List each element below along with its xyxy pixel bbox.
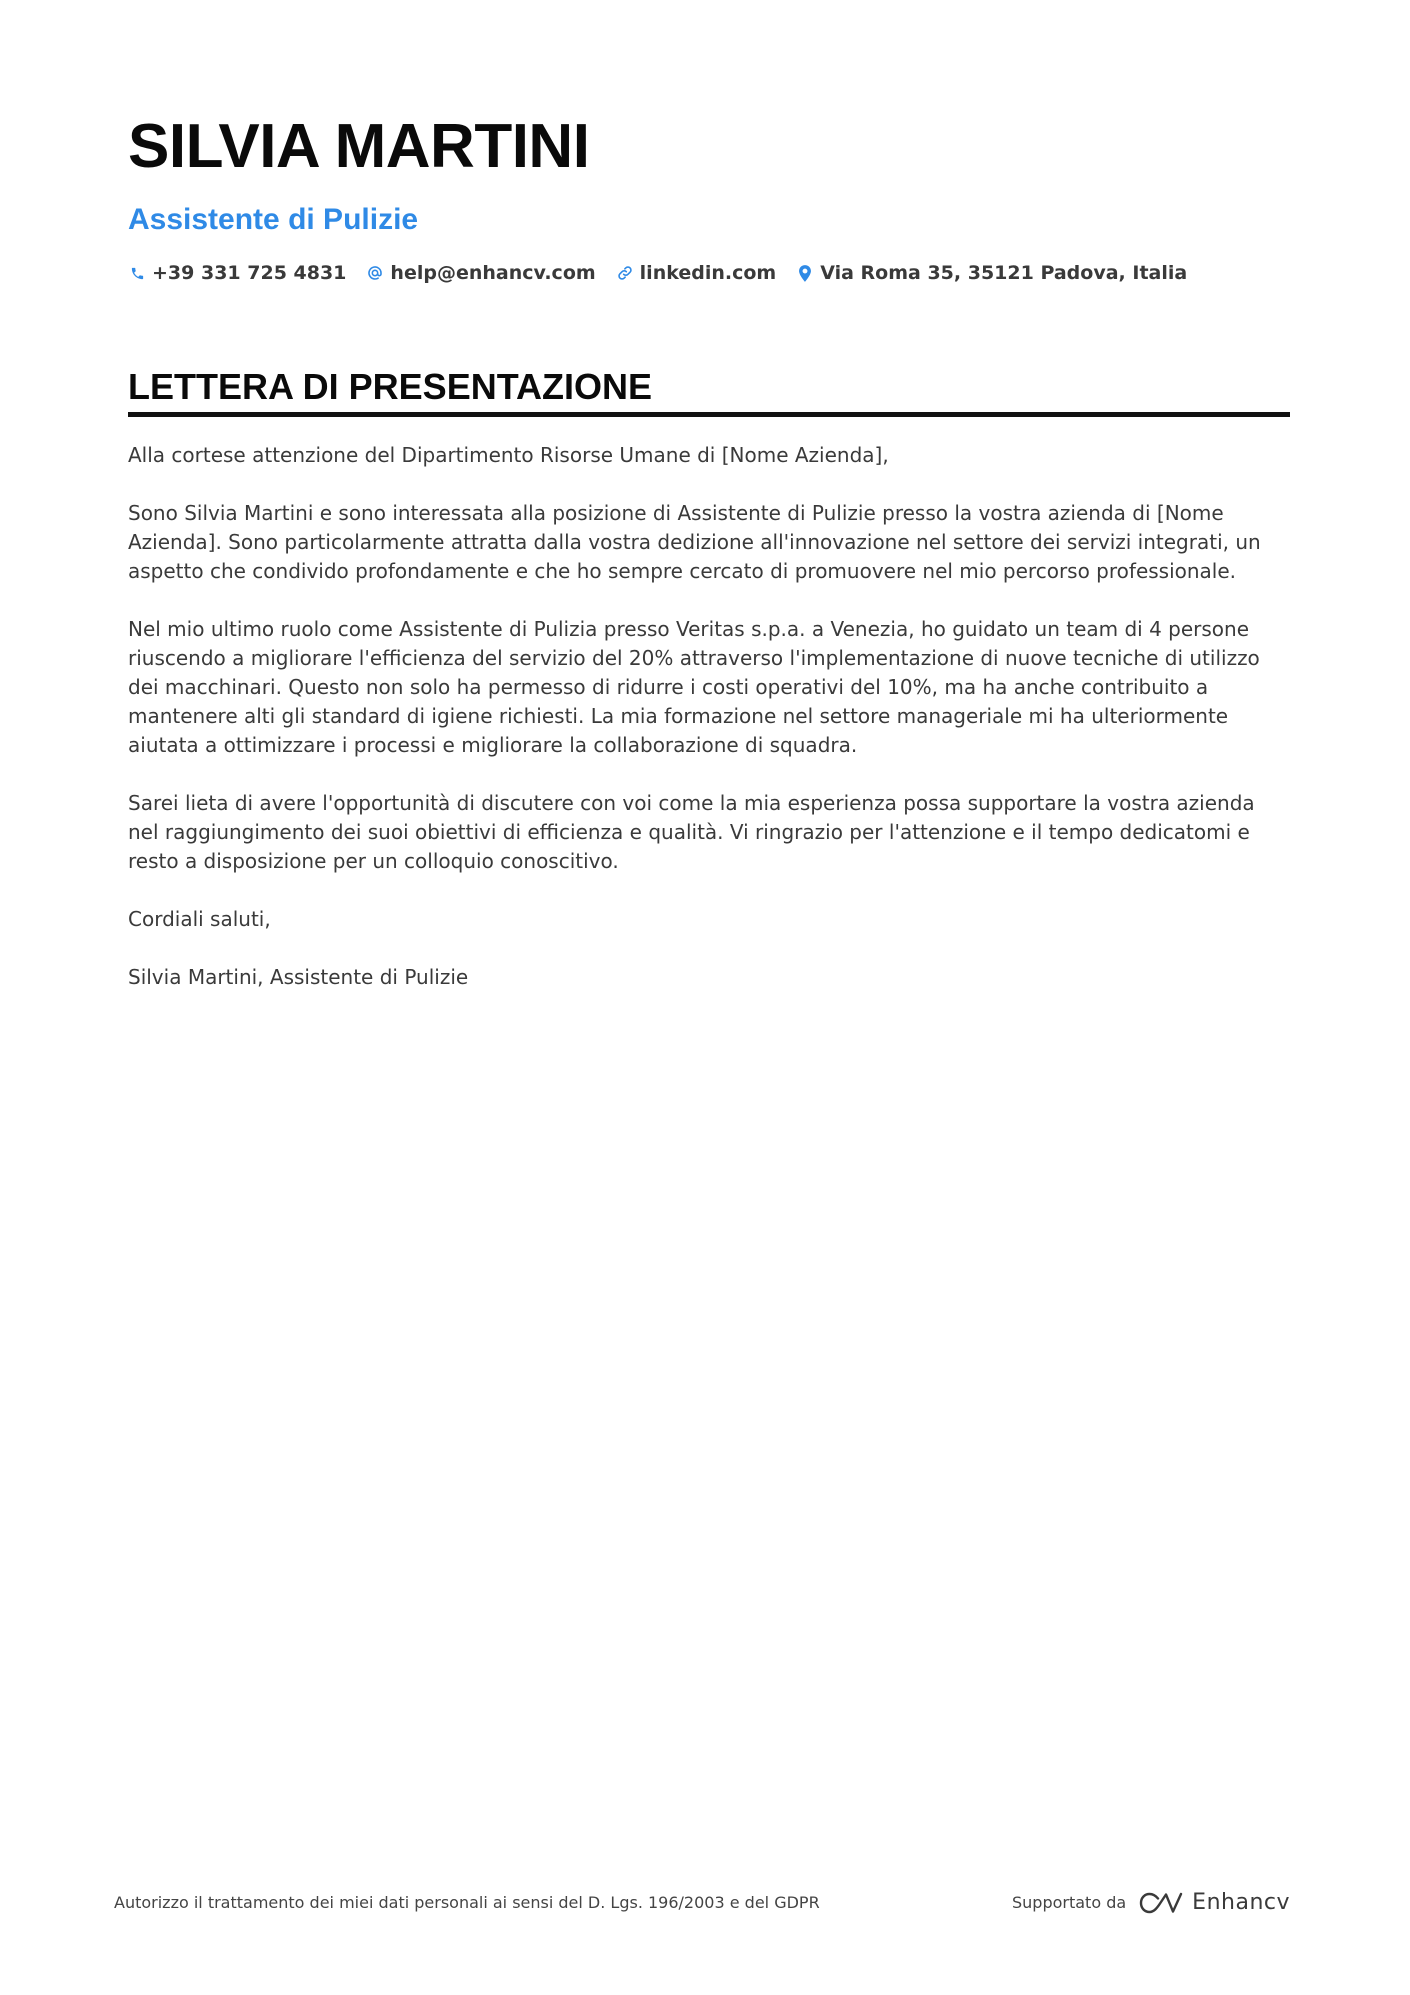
at-icon [366, 264, 384, 282]
section-divider [128, 412, 1290, 417]
enhancv-logo-icon [1138, 1891, 1184, 1915]
contact-email-text: help@enhancv.com [390, 262, 596, 284]
contact-linkedin[interactable] [616, 262, 777, 284]
phone-icon [128, 264, 146, 282]
powered-by-label: Supportato da [1012, 1893, 1127, 1912]
letter-paragraph: Nel mio ultimo ruolo come Assistente di Pulizia presso Veritas s.p.a. a Venezia, ho guidato un team di 4 persone riuscendo a migliorare l'efficienza del servizio del 20% attraverso l'implementazione di nuove tecniche di utilizzo dei macchinari. Questo non solo ha permesso di ridurre i costi operativi del 10%, ma ha anche contribuito a mantenere alti gli standard di igiene richiesti. La mia formazione nel settore manageriale mi ha ulteriormente aiutata a ottimizzare i processi e migliorare la collaborazione di squadra. [128, 617, 1260, 757]
cover-letter-section [128, 366, 1290, 1021]
footer [114, 1890, 1290, 1915]
section-title: LETTERA DI PRESENTAZIONE [128, 366, 653, 407]
job-title: Assistente di Pulizie [128, 203, 419, 236]
contact-location-text: Via Roma 35, 35121 Padova, Italia [820, 262, 1188, 284]
privacy-consent-note: Autorizzo il trattamento dei miei dati personali ai sensi del D. Lgs. 196/2003 e del GDPR [114, 1893, 820, 1912]
letter-paragraph: Sarei lieta di avere l'opportunità di discutere con voi come la mia esperienza possa supportare la vostra azienda nel raggiungimento dei suoi obiettivi di efficienza e qualità. Vi ringrazio per l'attenzione e il tempo dedicatomi e resto a disposizione per un colloquio conoscitivo. [128, 791, 1255, 873]
contact-linkedin-text: linkedin.com [639, 262, 777, 284]
contact-phone-text: +39 331 725 4831 [152, 262, 347, 284]
powered-by[interactable] [1012, 1890, 1290, 1915]
header [128, 112, 1290, 284]
contact-email[interactable] [366, 262, 595, 284]
letter-closing: Cordiali saluti, [128, 907, 271, 931]
letter-signature: Silvia Martini, Assistente di Pulizie [128, 965, 469, 989]
brand-name: Enhancv [1192, 1890, 1290, 1915]
letter-paragraph: Sono Silvia Martini e sono interessata alla posizione di Assistente di Pulizie presso la vostra azienda di [Nome Azienda]. Sono particolarmente attratta dalla vostra dedizione all'innovazione nel settore dei servizi integrati, un aspetto che condivido profondamente e che ho sempre cercato di promuovere nel mio percorso professionale. [128, 501, 1261, 583]
candidate-name: SILVIA MARTINI [128, 112, 590, 181]
contact-location [796, 262, 1187, 284]
location-pin-icon [796, 264, 814, 282]
letter-body [128, 441, 1290, 992]
contact-bar [128, 262, 1290, 284]
link-icon [616, 264, 634, 282]
letter-salutation: Alla cortese attenzione del Dipartimento Risorse Umane di [Nome Azienda], [128, 443, 889, 467]
contact-phone[interactable] [128, 262, 346, 284]
